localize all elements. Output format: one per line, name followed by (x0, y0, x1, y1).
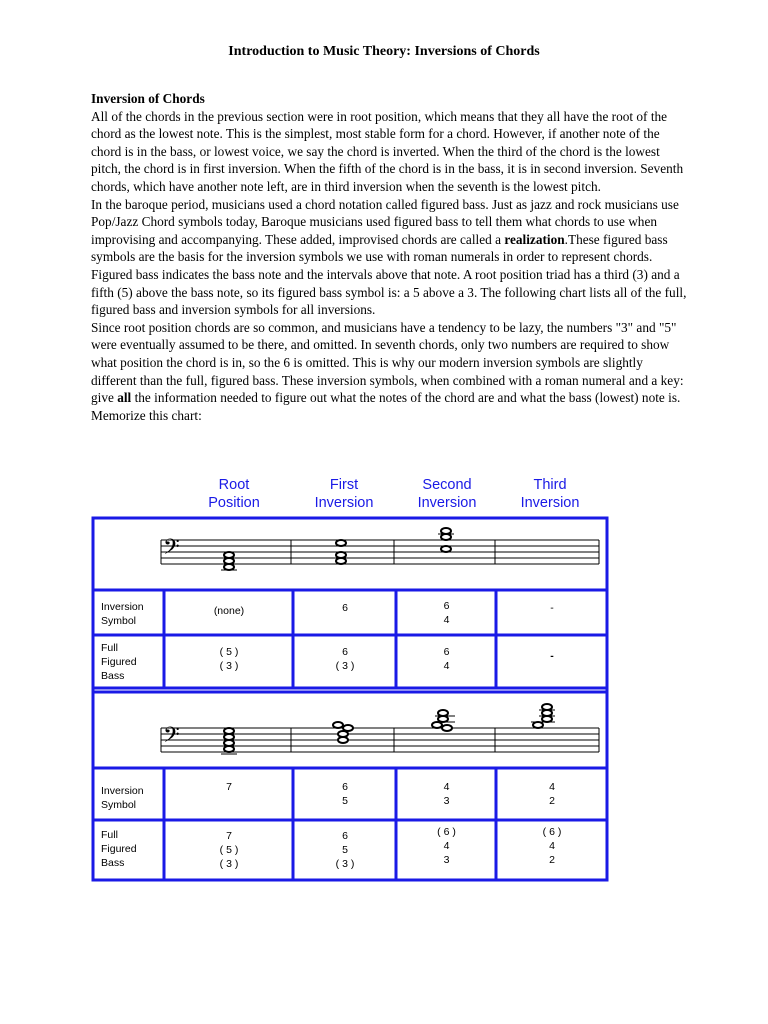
row-label-line: Figured (101, 843, 137, 855)
cell-triad-first-figured: 6 ( 3 ) (335, 646, 355, 672)
cell-triad-third-symbol: - (550, 602, 554, 614)
bass-clef-icon: 𝄢 (163, 535, 180, 565)
chart-column-headers (92, 476, 608, 514)
row-label-inversion-symbol (101, 600, 163, 628)
cell-seventh-root-symbol: 7 (226, 781, 232, 793)
column-header-root (184, 476, 284, 512)
row-label-line: Symbol (101, 615, 137, 627)
cell-triad-second-symbol: 6 4 (443, 600, 450, 626)
memorize-line: Memorize this chart: (91, 407, 202, 423)
paragraph-inversion-symbols (91, 319, 689, 407)
column-header-line: First (329, 477, 359, 493)
row-label-line: Figured (101, 656, 137, 668)
row-label-line: Symbol (101, 799, 137, 811)
row-label-line: Inversion (101, 785, 144, 797)
row-label-inversion-symbol (101, 784, 163, 812)
cell-triad-first-symbol: 6 (342, 602, 348, 614)
column-header-line: Third (533, 477, 567, 493)
row-label-line: Full (101, 642, 118, 654)
paragraph-figured-bass: Figured bass indicates the bass note and the intervals above that note. A root position triad has a third (3) and a fifth (5) above the bass note, so its figured bass symbol is: a 5 above a 3. The following chart lists all of the full, figured bass and inversion symbols for all inversions. (91, 266, 687, 318)
row-label-full-figured-bass (101, 641, 163, 683)
cell-seventh-first-symbol: 6 5 (342, 781, 348, 807)
cell-seventh-third-symbol: 4 2 (549, 781, 555, 807)
bass-clef-icon: 𝄢 (163, 723, 180, 753)
cell-seventh-first-figured: 6 5 ( 3 ) (335, 830, 355, 870)
column-header-second (397, 476, 497, 512)
row-label-line: Bass (101, 670, 125, 682)
row-label-line: Full (101, 829, 118, 841)
baroque-text-1: In the baroque period, musicians used a chord notation called figured bass. Just as jazz and rock musicians use Pop/Jazz Chord symbols today, Baroque musicians used figured bass to tell them what chords to use when improvising and accompanying. These added, improvised chords are called a (91, 196, 679, 247)
row-label-line: Inversion (101, 601, 144, 613)
column-header-line: Inversion (520, 495, 580, 511)
column-header-line: Second (422, 477, 472, 493)
column-header-third (500, 476, 600, 512)
symbols-text: Since root position chords are so common, and musicians have a tendency to be lazy, the numbers "3" and "5" were eventually assumed to be there, and omitted. In seventh chords, only two numbers are required to show what position the chord is in, so the 6 is omitted. This is why our modern inversion symbols are slightly different than the full, figured bass. These inversion symbols, when combined with a roman numeral and a key: give (91, 319, 684, 406)
cell-triad-second-figured: 6 4 (443, 646, 450, 672)
column-header-first (294, 476, 394, 512)
column-header-line: Inversion (417, 495, 477, 511)
column-header-line: Position (208, 495, 260, 511)
cell-seventh-root-figured: 7 ( 5 ) ( 3 ) (219, 830, 239, 870)
cell-seventh-third-figured: ( 6 ) 4 2 (542, 826, 562, 866)
paragraph-baroque (91, 196, 689, 266)
row-label-line: Bass (101, 857, 125, 869)
cell-triad-root-symbol: (none) (213, 605, 245, 617)
ledger-lines (221, 710, 555, 754)
cell-seventh-second-figured: ( 6 ) 4 3 (437, 826, 456, 866)
page-title: Introduction to Music Theory: Inversions of Chords (228, 44, 540, 59)
section-heading: Inversion of Chords (91, 91, 205, 106)
cell-triad-root-figured: ( 5 ) ( 3 ) (219, 646, 239, 672)
inversion-chart (91, 516, 609, 882)
row-label-full-figured-bass (101, 828, 163, 870)
paragraph-root-position: All of the chords in the previous section were in root position, which means that they all have the root of the chord as the lowest note. This is the simplest, most stable form for a chord. However, if another note of the chord is in the bass, or lowest voice, we say the chord is inverted. When the third of the chord is the lowest pitch, the chord is in first inversion. When the fifth of the chord is in the bass, it is in second inversion. Seventh chords, which have another note left, are in third inversion when the seventh is the lowest pitch. (91, 108, 684, 194)
document-body (91, 90, 689, 424)
realization-term: realization (504, 231, 565, 247)
column-header-line: Inversion (314, 495, 374, 511)
baroque-text-2: .These figured bass symbols are the basis for the inversion symbols we use with roman numerals in order to represent chords. (91, 231, 668, 265)
all-term: all (117, 390, 132, 406)
cell-triad-third-figured: - (550, 650, 554, 662)
symbols-tail: the information needed to figure out what the notes of the chord are and what the bass (lowest) note is. (131, 390, 681, 406)
column-header-line: Root (218, 477, 250, 493)
cell-seventh-second-symbol: 4 3 (443, 781, 450, 807)
